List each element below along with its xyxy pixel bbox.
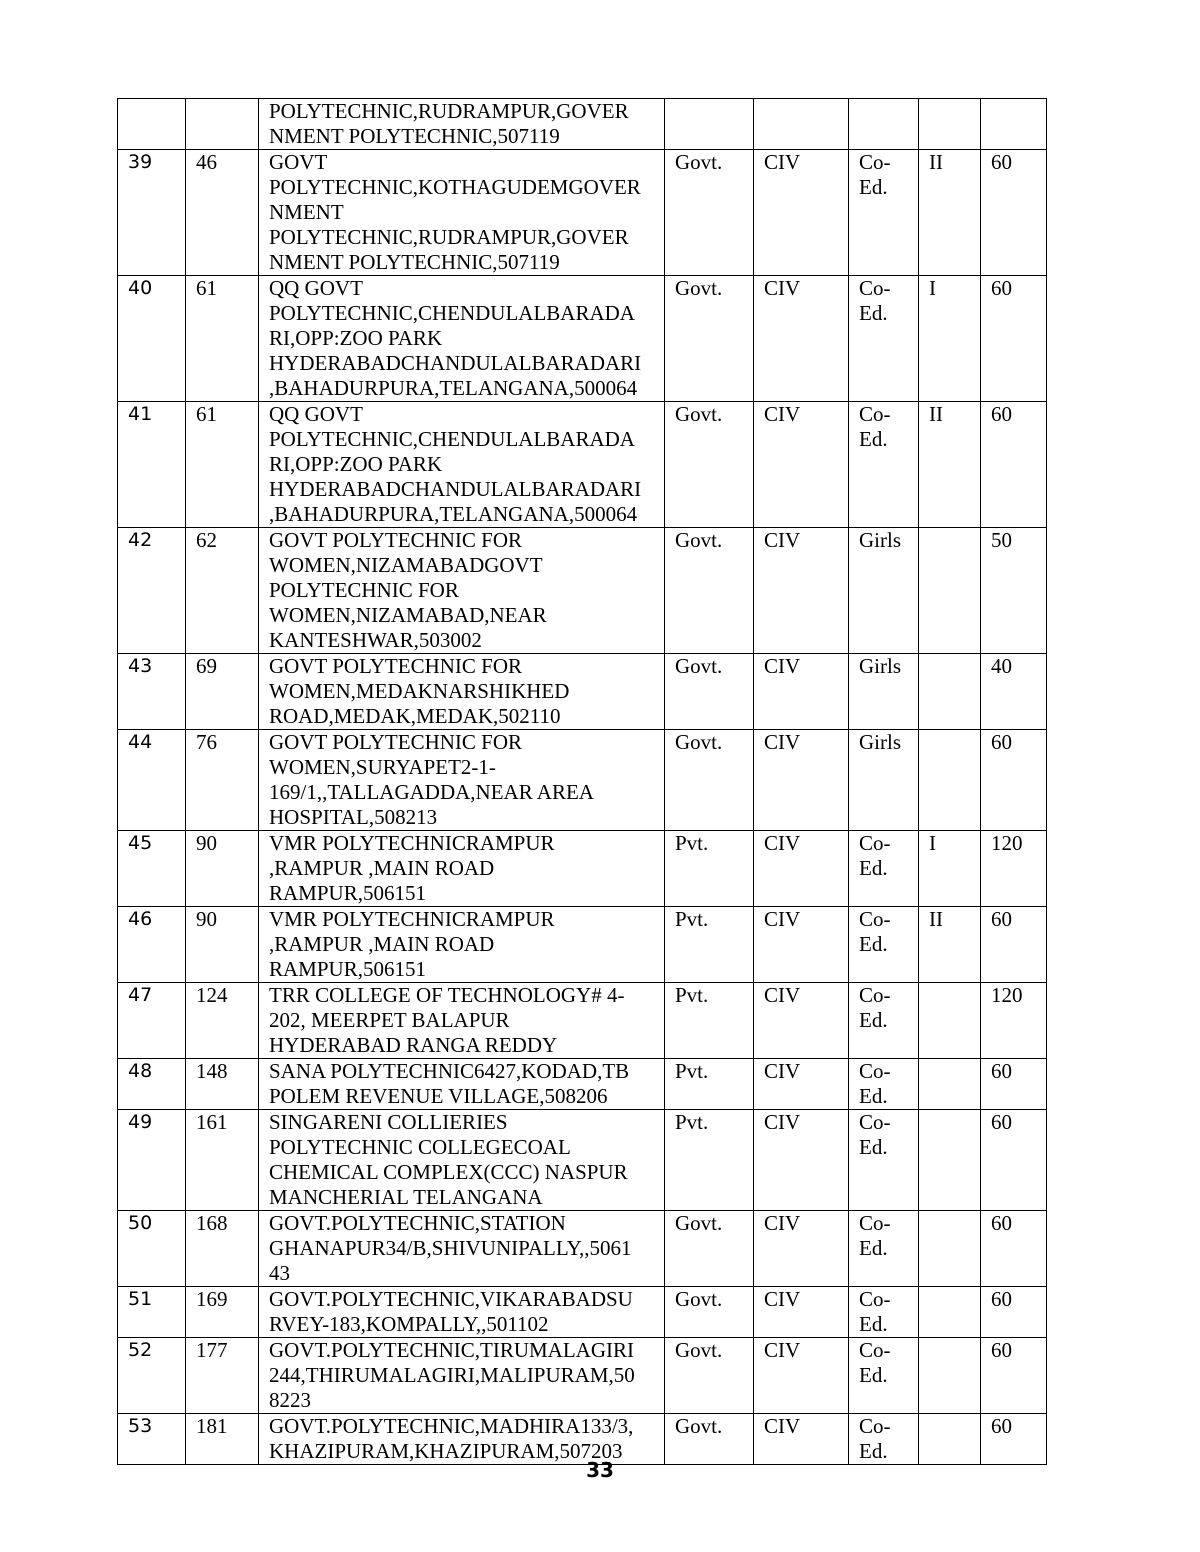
branch-cell xyxy=(754,99,849,150)
gender-cell: Girls xyxy=(849,528,919,654)
institute-name-address-cell: GOVT POLYTECHNIC FOR WOMEN,MEDAKNARSHIKHED ROAD,MEDAK,MEDAK,502110 xyxy=(259,654,665,730)
serial-number-cell: 44 xyxy=(118,730,186,831)
serial-number-cell: 40 xyxy=(118,276,186,402)
institute-name-address-cell: SANA POLYTECHNIC6427,KODAD,TB POLEM REVENUE VILLAGE,508206 xyxy=(259,1059,665,1110)
shift-cell: II xyxy=(919,150,981,276)
shift-cell xyxy=(919,1110,981,1211)
shift-cell xyxy=(919,1211,981,1287)
serial-number-cell: 52 xyxy=(118,1338,186,1414)
gender-cell: Co- Ed. xyxy=(849,907,919,983)
institute-name-address-cell: QQ GOVT POLYTECHNIC,CHENDULALBARADA RI,OPP:ZOO PARK HYDERABADCHANDULALBARADARI ,BAHADURPURA,TELANGANA,500064 xyxy=(259,276,665,402)
polytechnic-list-table xyxy=(117,98,1047,1465)
intake-cell: 60 xyxy=(981,402,1047,528)
branch-cell: CIV xyxy=(754,1211,849,1287)
management-type-cell: Govt. xyxy=(665,402,754,528)
institute-code-cell: 124 xyxy=(186,983,259,1059)
shift-cell xyxy=(919,730,981,831)
shift-cell xyxy=(919,99,981,150)
gender-cell: Co- Ed. xyxy=(849,1414,919,1465)
branch-cell: CIV xyxy=(754,907,849,983)
management-type-cell: Pvt. xyxy=(665,1110,754,1211)
management-type-cell: Govt. xyxy=(665,730,754,831)
table-row xyxy=(118,1287,1047,1338)
intake-cell: 120 xyxy=(981,983,1047,1059)
institute-name-address-cell: VMR POLYTECHNICRAMPUR ,RAMPUR ,MAIN ROAD RAMPUR,506151 xyxy=(259,831,665,907)
serial-number-cell: 49 xyxy=(118,1110,186,1211)
management-type-cell: Govt. xyxy=(665,276,754,402)
shift-cell xyxy=(919,528,981,654)
institute-name-address-cell: GOVT.POLYTECHNIC,STATION GHANAPUR34/B,SHIVUNIPALLY,,5061 43 xyxy=(259,1211,665,1287)
management-type-cell: Govt. xyxy=(665,1338,754,1414)
serial-number-cell: 47 xyxy=(118,983,186,1059)
institute-code-cell: 168 xyxy=(186,1211,259,1287)
institute-name-address-cell: GOVT.POLYTECHNIC,VIKARABADSU RVEY-183,KOMPALLY,,501102 xyxy=(259,1287,665,1338)
gender-cell: Co- Ed. xyxy=(849,983,919,1059)
table-row xyxy=(118,402,1047,528)
gender-cell: Co- Ed. xyxy=(849,1338,919,1414)
management-type-cell: Pvt. xyxy=(665,1059,754,1110)
institute-name-address-cell: QQ GOVT POLYTECHNIC,CHENDULALBARADA RI,OPP:ZOO PARK HYDERABADCHANDULALBARADARI ,BAHADURPURA,TELANGANA,500064 xyxy=(259,402,665,528)
institute-code-cell: 177 xyxy=(186,1338,259,1414)
institute-code-cell: 169 xyxy=(186,1287,259,1338)
gender-cell: Co- Ed. xyxy=(849,1211,919,1287)
intake-cell: 60 xyxy=(981,1059,1047,1110)
table-row xyxy=(118,528,1047,654)
serial-number-cell xyxy=(118,99,186,150)
intake-cell: 50 xyxy=(981,528,1047,654)
management-type-cell: Pvt. xyxy=(665,831,754,907)
institute-name-address-cell: POLYTECHNIC,RUDRAMPUR,GOVER NMENT POLYTECHNIC,507119 xyxy=(259,99,665,150)
institute-code-cell: 61 xyxy=(186,276,259,402)
serial-number-cell: 46 xyxy=(118,907,186,983)
intake-cell: 60 xyxy=(981,150,1047,276)
serial-number-cell: 48 xyxy=(118,1059,186,1110)
intake-cell: 60 xyxy=(981,730,1047,831)
institute-code-cell: 69 xyxy=(186,654,259,730)
gender-cell: Co- Ed. xyxy=(849,150,919,276)
intake-cell: 40 xyxy=(981,654,1047,730)
shift-cell xyxy=(919,1338,981,1414)
table-row xyxy=(118,1110,1047,1211)
shift-cell xyxy=(919,654,981,730)
intake-cell: 60 xyxy=(981,1338,1047,1414)
management-type-cell: Govt. xyxy=(665,528,754,654)
branch-cell: CIV xyxy=(754,730,849,831)
institute-code-cell: 90 xyxy=(186,907,259,983)
gender-cell: Co- Ed. xyxy=(849,402,919,528)
gender-cell: Co- Ed. xyxy=(849,276,919,402)
branch-cell: CIV xyxy=(754,654,849,730)
table-row xyxy=(118,831,1047,907)
institute-name-address-cell: TRR COLLEGE OF TECHNOLOGY# 4- 202, MEERPET BALAPUR HYDERABAD RANGA REDDY xyxy=(259,983,665,1059)
serial-number-cell: 41 xyxy=(118,402,186,528)
gender-cell xyxy=(849,99,919,150)
management-type-cell: Pvt. xyxy=(665,907,754,983)
gender-cell: Girls xyxy=(849,730,919,831)
serial-number-cell: 42 xyxy=(118,528,186,654)
gender-cell: Girls xyxy=(849,654,919,730)
shift-cell xyxy=(919,1287,981,1338)
shift-cell: II xyxy=(919,907,981,983)
intake-cell: 60 xyxy=(981,1110,1047,1211)
gender-cell: Co- Ed. xyxy=(849,1059,919,1110)
shift-cell xyxy=(919,983,981,1059)
intake-cell: 60 xyxy=(981,276,1047,402)
institute-name-address-cell: GOVT.POLYTECHNIC,TIRUMALAGIRI 244,THIRUMALAGIRI,MALIPURAM,50 8223 xyxy=(259,1338,665,1414)
institute-code-cell: 161 xyxy=(186,1110,259,1211)
table-row xyxy=(118,150,1047,276)
institute-name-address-cell: GOVT.POLYTECHNIC,MADHIRA133/3, KHAZIPURAM,KHAZIPURAM,507203 xyxy=(259,1414,665,1465)
institute-code-cell: 46 xyxy=(186,150,259,276)
branch-cell: CIV xyxy=(754,1110,849,1211)
intake-cell: 120 xyxy=(981,831,1047,907)
table-row xyxy=(118,1414,1047,1465)
institute-code-cell: 148 xyxy=(186,1059,259,1110)
shift-cell xyxy=(919,1414,981,1465)
table-row xyxy=(118,1059,1047,1110)
management-type-cell: Govt. xyxy=(665,1287,754,1338)
gender-cell: Co- Ed. xyxy=(849,831,919,907)
branch-cell: CIV xyxy=(754,1287,849,1338)
institute-name-address-cell: SINGARENI COLLIERIES POLYTECHNIC COLLEGECOAL CHEMICAL COMPLEX(CCC) NASPUR MANCHERIAL TELANGANA xyxy=(259,1110,665,1211)
shift-cell xyxy=(919,1059,981,1110)
intake-cell xyxy=(981,99,1047,150)
management-type-cell: Govt. xyxy=(665,150,754,276)
intake-cell: 60 xyxy=(981,1287,1047,1338)
management-type-cell xyxy=(665,99,754,150)
table-row xyxy=(118,983,1047,1059)
branch-cell: CIV xyxy=(754,276,849,402)
management-type-cell: Govt. xyxy=(665,654,754,730)
serial-number-cell: 53 xyxy=(118,1414,186,1465)
intake-cell: 60 xyxy=(981,1414,1047,1465)
institute-code-cell xyxy=(186,99,259,150)
serial-number-cell: 50 xyxy=(118,1211,186,1287)
table-body xyxy=(118,99,1047,1465)
gender-cell: Co- Ed. xyxy=(849,1287,919,1338)
institute-name-address-cell: VMR POLYTECHNICRAMPUR ,RAMPUR ,MAIN ROAD RAMPUR,506151 xyxy=(259,907,665,983)
management-type-cell: Govt. xyxy=(665,1211,754,1287)
institute-code-cell: 181 xyxy=(186,1414,259,1465)
management-type-cell: Pvt. xyxy=(665,983,754,1059)
serial-number-cell: 39 xyxy=(118,150,186,276)
intake-cell: 60 xyxy=(981,1211,1047,1287)
gender-cell: Co- Ed. xyxy=(849,1110,919,1211)
table-row xyxy=(118,907,1047,983)
serial-number-cell: 51 xyxy=(118,1287,186,1338)
institute-code-cell: 61 xyxy=(186,402,259,528)
table-row xyxy=(118,99,1047,150)
branch-cell: CIV xyxy=(754,150,849,276)
branch-cell: CIV xyxy=(754,983,849,1059)
intake-cell: 60 xyxy=(981,907,1047,983)
institute-name-address-cell: GOVT POLYTECHNIC FOR WOMEN,NIZAMABADGOVT POLYTECHNIC FOR WOMEN,NIZAMABAD,NEAR KANTESHWAR,503002 xyxy=(259,528,665,654)
institute-code-cell: 76 xyxy=(186,730,259,831)
institute-code-cell: 90 xyxy=(186,831,259,907)
table-row xyxy=(118,276,1047,402)
shift-cell: I xyxy=(919,831,981,907)
branch-cell: CIV xyxy=(754,402,849,528)
table-row xyxy=(118,1211,1047,1287)
institute-name-address-cell: GOVT POLYTECHNIC,KOTHAGUDEMGOVER NMENT POLYTECHNIC,RUDRAMPUR,GOVER NMENT POLYTECHNIC,507119 xyxy=(259,150,665,276)
serial-number-cell: 43 xyxy=(118,654,186,730)
table-row xyxy=(118,1338,1047,1414)
institute-name-address-cell: GOVT POLYTECHNIC FOR WOMEN,SURYAPET2-1- 169/1,,TALLAGADDA,NEAR AREA HOSPITAL,508213 xyxy=(259,730,665,831)
page-number: 33 xyxy=(586,1458,614,1482)
institute-code-cell: 62 xyxy=(186,528,259,654)
serial-number-cell: 45 xyxy=(118,831,186,907)
branch-cell: CIV xyxy=(754,528,849,654)
shift-cell: II xyxy=(919,402,981,528)
table-row xyxy=(118,730,1047,831)
management-type-cell: Govt. xyxy=(665,1414,754,1465)
table-row xyxy=(118,654,1047,730)
branch-cell: CIV xyxy=(754,1338,849,1414)
branch-cell: CIV xyxy=(754,1059,849,1110)
branch-cell: CIV xyxy=(754,831,849,907)
branch-cell: CIV xyxy=(754,1414,849,1465)
shift-cell: I xyxy=(919,276,981,402)
